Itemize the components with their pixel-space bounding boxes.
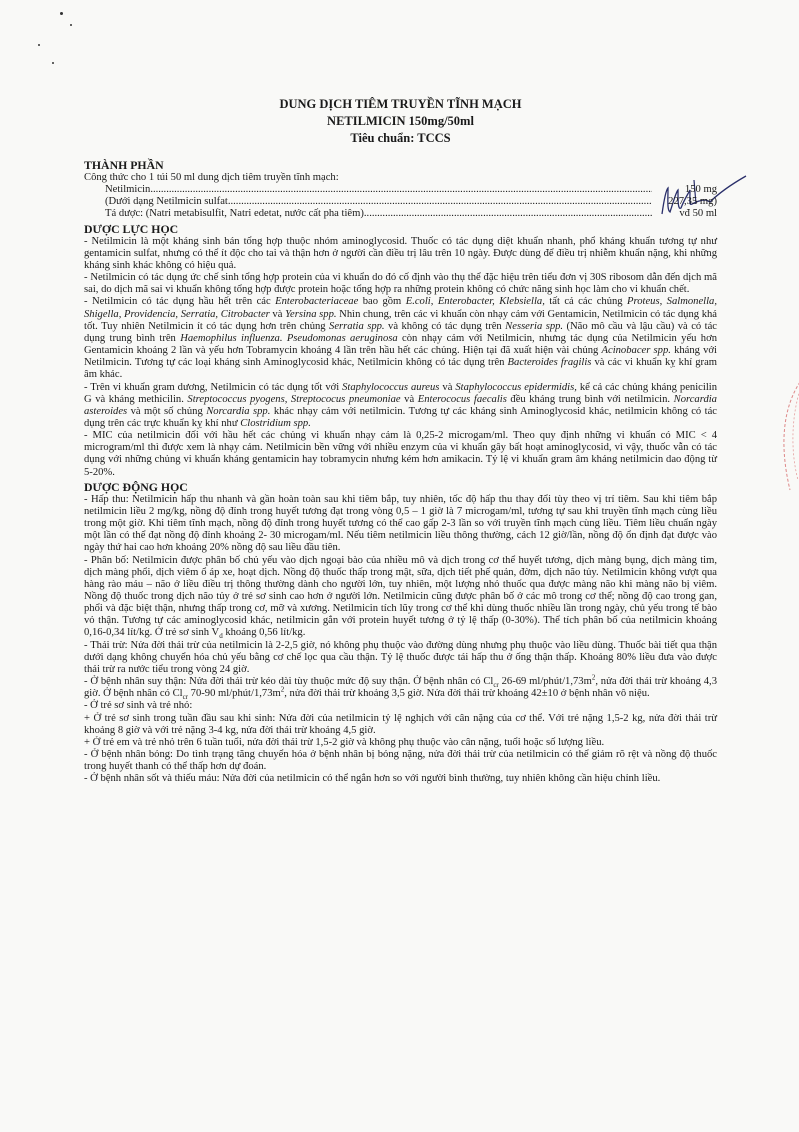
section-heading-pharmacokinetics: DƯỢC ĐỘNG HỌC: [84, 479, 188, 494]
document-title: [84, 96, 717, 147]
paragraph: - Thải trừ: Nửa đời thải trừ của netilmicin là 2-2,5 giờ, nó không phụ thuộc vào đường dùng nhưng phụ thuộc vào liều dùng. Thuốc bài tiết qua thận dưới dạng không chuyển hóa chủ yếu bằng cơ chế lọc qua cầu thận. Tỷ lệ thuốc được tái hấp thu ở ống thận thấp. Khoảng 80% liều đưa vào được thải trừ ra nước tiểu trong vòng 24 giờ.: [84, 639, 717, 675]
composition-row: Tá dược: (Natri metabisulfit, Natri edetat, nước cất pha tiêm) ..... vđ 50 ml: [84, 208, 717, 220]
paragraph: + Ở trẻ em và trẻ nhỏ trên 6 tuần tuổi, nửa đời thải trừ 1,5-2 giờ và không phụ thuộc vào cân nặng, tuổi hoặc số lượng liều.: [84, 736, 605, 748]
paragraph: - Ở bệnh nhân suy thận: Nửa đời thải trừ kéo dài tùy thuộc mức độ suy thận. Ở bệnh nhân có $Cl_{cr}$ 26-69 $ml/phút/1,73m^2$, nửa đời thải trừ khoảng 4,3 giờ. Ở bệnh nhân có $Cl_{cr}$ 70-90 $ml/phút/1,73m^2$, nửa đời thải trừ khoảng 3,5 giờ. Nửa đời thải trừ khoảng 42±10 ở bệnh nhân vô niệu.: [84, 673, 717, 702]
stamp-fragment: [770, 370, 799, 510]
scan-speck: [38, 44, 40, 46]
section-heading-pharmacodynamics: DƯỢC LỰC HỌC: [84, 221, 179, 236]
paragraph: - Ở bệnh nhân bỏng: Do tình trạng tăng chuyển hóa ở bệnh nhân bị bỏng nặng, nửa đời thải trừ của netilmicin có thể giảm rõ rệt và nồng độ thuốc trong huyết thanh có thể thấp hơn dự đoán.: [84, 749, 717, 773]
paragraph: - Netilmicin có tác dụng ức chế sinh tổng hợp protein của vi khuẩn do đó cố định vào thụ thể đặc hiệu trên tiểu đơn vị 30S ribosom dẫn đến dịch mã sai, do dịch mã sai vi khuẩn không tổng hợp được protein hoặc tổng hợp ra những protein không có chức năng sinh học làm cho vi khuẩn chết.: [84, 272, 717, 296]
paragraph: - Ở trẻ sơ sinh và trẻ nhỏ:: [84, 700, 193, 712]
title-line-1: DUNG DỊCH TIÊM TRUYỀN TĨNH MẠCH: [279, 97, 522, 111]
paragraph: - Ở bệnh nhân sốt và thiếu máu: Nửa đời của netilmicin có thể ngắn hơn so với người bình thường, tuy nhiên không cần hiệu chỉnh liều.: [84, 773, 661, 785]
scan-speck: [60, 12, 63, 15]
paragraph: - Netilmicin có tác dụng hầu hết trên các Enterobacteriaceae bao gồm E.coli, Enterobacter, Klebsiella, tất cả các chủng Proteus, Salmonella, Shigella, Providencia, Serratia, Citrobacter và Yersina spp. Nhìn chung, trên các vi khuẩn còn nhạy cảm với Gentamicin, Netilmicin có tác dụng khá tốt. Tuy nhiên Netilmicin ít có tác dụng hơn trên chủng Serratia spp. và không có tác dụng trên Nesseria spp. (Não mô cầu và lậu cầu) và có tác dụng trung bình trên Haemophilus influenza. Pseudomonas aeruginosa còn nhạy cảm với Netilmicin, nhưng tác dụng của Netilmicin yếu hơn Gentamicin khoảng 2 lần và yếu hơn Tobramycin khoảng 4 lần trên hầu hết các chủng. Hiện tại đã xuất hiện vài chủng Acinobacer spp. kháng với Netilmicin. Tương tự các loại kháng sinh Aminoglycosid khác, Netilmicin không có tác dụng trên Bacteroides fragilis và các vi khuẩn kỵ khí gram âm khác.: [84, 296, 718, 381]
title-line-3: Tiêu chuẩn: TCCS: [350, 131, 451, 145]
scan-speck: [52, 62, 54, 64]
composition-row: (Dưới dạng Netilmicin sulfat ..... 227,35 mg): [84, 196, 717, 208]
paragraph: - Phân bố: Netilmicin được phân bố chủ yếu vào dịch ngoại bào của nhiều mô và dịch trong cơ thể huyết tương, dịch màng bụng, dịch màng tim, dịch màng phổi, dịch viêm ổ áp xe, hoạt dịch. Nồng độ thuốc thấp trong mật, sữa, dịch tiết phế quản, đờm, dịch não tủy. Netilmicin không vượt qua hàng rào máu – não ở liều điều trị thông thường dành cho người lớn, tuy nhiên, một lượng nhỏ thuốc qua được màng não khi màng não bị viêm. Nồng độ thuốc trong dịch não tủy ở trẻ sơ sinh cao hơn ở người lớn. Netilmicin cũng được phân bố ở các mô trong cơ thể; nồng độ cao trong gan, phổi và đặc biệt thận, nhưng thấp trong cơ, mỡ và xương. Netilmicin tích lũy trong cơ thể khi dùng thuốc nhiều lần trong ngày, chủ yếu trong tế bào vỏ thận. Tương tự các aminoglycosid khác, netilmicin gắn với protein huyết tương ở tỷ lệ thấp (0-30%). Thể tích phân bố của netilmicin khoảng 0,16-0,34 lít/kg. Ở trẻ sơ $\sinh V_d$ khoảng 0,56 lít/kg.: [84, 554, 717, 641]
paragraph: - Trên vi khuẩn gram dương, Netilmicin có tác dụng tốt với Staphylococcus aureus và Staphylococcus epidermidis, kể cả các chủng kháng penicilin G và kháng methicilin. Streptococcus pyogens, Streptococus pneumoniae và Enterococus faecalis đều kháng trung bình với netilmicin. Norcardia asteroides và một số chủng Norcardia spp. khác nhạy cảm với netilmicin. Tương tự các kháng sinh Aminoglycosid khác, netilmicin không có tác dụng trên các trực khuẩn kỵ khí như Clostridium spp.: [84, 381, 718, 429]
paragraph: - Netilmicin là một kháng sinh bán tổng hợp thuộc nhóm aminoglycosid. Thuốc có tác dụng diệt khuẩn nhanh, phổ kháng khuẩn tương tự như gentamicin sulfat, nhưng có thể ít độc cho tai và thận hơn ở người cần điều trị lâu trên 10 ngày. Được dùng để điều trị nhiễm khuẩn nặng, khi những kháng sinh khác không có hiệu quả.: [84, 235, 717, 271]
paragraph: - MIC của netilmicin đối với hầu hết các chủng vi khuẩn nhạy cảm là 0,25-2 microgam/ml. Theo quy định những vi khuẩn có MIC < 4 microgram/ml thì được xem là nhạy cảm. Netilmicin bền vững với nhiều enzym của vi khuẩn gây bất hoạt aminoglycosid, vì vậy, thuốc vẫn có tác dụng với những chủng vi khuẩn kháng gentamicin hay tobramycin nhưng kém hơn amikacin. Tỷ lệ vi khuẩn gram âm kháng netilmicin dao động từ 5-20%.: [84, 430, 717, 478]
composition-row: Netilmicin ..... 150 mg: [84, 184, 717, 196]
paragraph: - Hấp thu: Netilmicin hấp thu nhanh và gần hoàn toàn sau khi tiêm bắp, tuy nhiên, tốc độ hấp thu thay đổi tùy theo vị trí tiêm. Sau khi tiêm bắp netilmicin liều 2 mg/kg, nồng độ đỉnh trong huyết tương đạt trong vòng 0,5 – 1 giờ là 7 microgam/ml, tương tự sau khi truyền tĩnh mạch cùng liều trong một giờ. Khi tiêm tĩnh mạch, nồng độ đỉnh trong huyết tương có thể cao gấp 2-3 lần so với truyền tĩnh mạch cùng liều. Tiêm liều chuẩn ngày một lần có thể đạt nồng độ đỉnh khoảng 2- 30 microgam/ml. Nếu tiêm netilmicin liều thông thường, cách 12 giờ/lần, nồng độ ổn định đạt được vào ngày thứ hai cao hơn khoảng 20% nồng độ sau liều đầu tiên.: [84, 493, 717, 554]
paragraph: + Ở trẻ sơ sinh trong tuần đầu sau khi sinh: Nửa đời của netilmicin tỷ lệ nghịch với cân nặng của cơ thể. Với trẻ nặng 1,5-2 kg, nửa đời thải trừ khoảng 8 giờ và với trẻ nặng 3-4 kg, nửa đời thải trừ khoảng 4,5 giờ.: [84, 712, 717, 736]
section-heading-composition: THÀNH PHẦN: [84, 158, 164, 172]
composition-intro: Công thức cho 1 túi 50 ml dung dịch tiêm truyền tĩnh mạch:: [84, 172, 339, 183]
title-line-2: NETILMICIN 150mg/50ml: [327, 114, 474, 128]
document-page: [84, 96, 717, 786]
scan-speck: [70, 24, 72, 26]
